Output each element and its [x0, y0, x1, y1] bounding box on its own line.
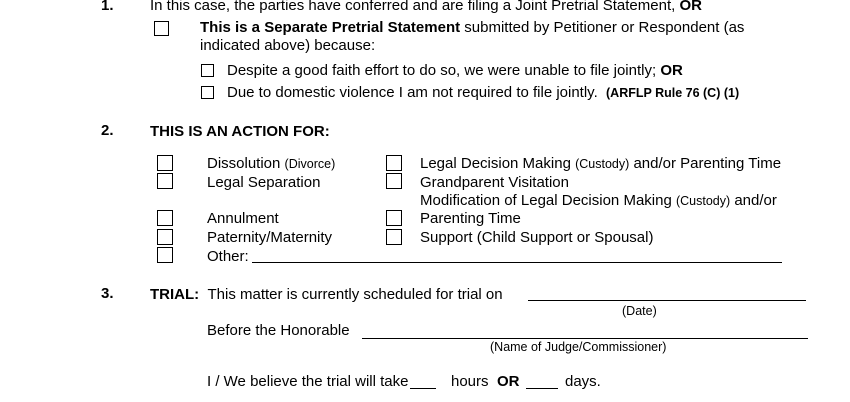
other-label: Other: [207, 248, 249, 265]
trial-scheduled-text: TRIAL: This matter is currently scheduled for trial on [150, 286, 503, 303]
section-1-number: 1. [101, 0, 114, 14]
legal-decision-making-label: Legal Decision Making (Custody) and/or Parenting Time [420, 155, 782, 172]
arflp-rule-reference: (ARFLP Rule 76 (C) (1) [606, 86, 740, 100]
separate-statement-checkbox[interactable] [154, 21, 169, 36]
support-label: Support (Child Support or Spousal) [420, 229, 654, 246]
grandparent-visitation-label: Grandparent Visitation [420, 174, 569, 191]
days-label: days. [565, 373, 601, 390]
legal-separation-label: Legal Separation [207, 174, 321, 191]
date-caption: (Date) [622, 304, 657, 318]
annulment-label: Annulment [207, 210, 279, 227]
domestic-violence-checkbox[interactable] [201, 86, 214, 99]
paternity-label: Paternity/Maternity [207, 229, 333, 246]
domestic-violence-label: Due to domestic violence I am not required to file jointly. [227, 84, 598, 101]
judge-name-input-line[interactable] [362, 338, 808, 339]
other-checkbox[interactable] [157, 247, 173, 263]
dissolution-checkbox[interactable] [157, 155, 173, 171]
hours-label: hours [451, 373, 489, 390]
legal-decision-making-checkbox[interactable] [386, 155, 402, 171]
action-for-heading: THIS IS AN ACTION FOR: [150, 123, 330, 140]
separate-statement-text: This is a Separate Pretrial Statement submitted by Petitioner or Respondent (as [200, 19, 745, 36]
grandparent-visitation-checkbox[interactable] [386, 173, 402, 189]
section-3-number: 3. [101, 285, 114, 302]
dissolution-label: Dissolution (Divorce) [207, 155, 336, 172]
legal-separation-checkbox[interactable] [157, 173, 173, 189]
paternity-checkbox[interactable] [157, 229, 173, 245]
hours-input-line[interactable] [410, 388, 436, 389]
judge-caption: (Name of Judge/Commissioner) [490, 340, 667, 354]
hours-or-days-or: OR [497, 373, 520, 390]
joint-statement-text: In this case, the parties have conferred and are filing a Joint Pretrial Statement, OR [150, 0, 702, 14]
annulment-checkbox[interactable] [157, 210, 173, 226]
trial-length-text: I / We believe the trial will take [207, 373, 409, 390]
days-input-line[interactable] [526, 388, 558, 389]
other-input-line[interactable] [252, 262, 782, 263]
modification-checkbox[interactable] [386, 210, 402, 226]
trial-date-input-line[interactable] [528, 300, 806, 301]
modification-label-line1: Modification of Legal Decision Making (Custody) and/or [420, 192, 777, 209]
unable-jointly-label: Despite a good faith effort to do so, we were unable to file jointly; OR [227, 62, 683, 79]
before-honorable-label: Before the Honorable [207, 322, 350, 339]
unable-jointly-checkbox[interactable] [201, 64, 214, 77]
modification-label-line2: Parenting Time [420, 210, 521, 227]
section-2-number: 2. [101, 122, 114, 139]
support-checkbox[interactable] [386, 229, 402, 245]
separate-statement-text-line2: indicated above) because: [200, 37, 376, 54]
